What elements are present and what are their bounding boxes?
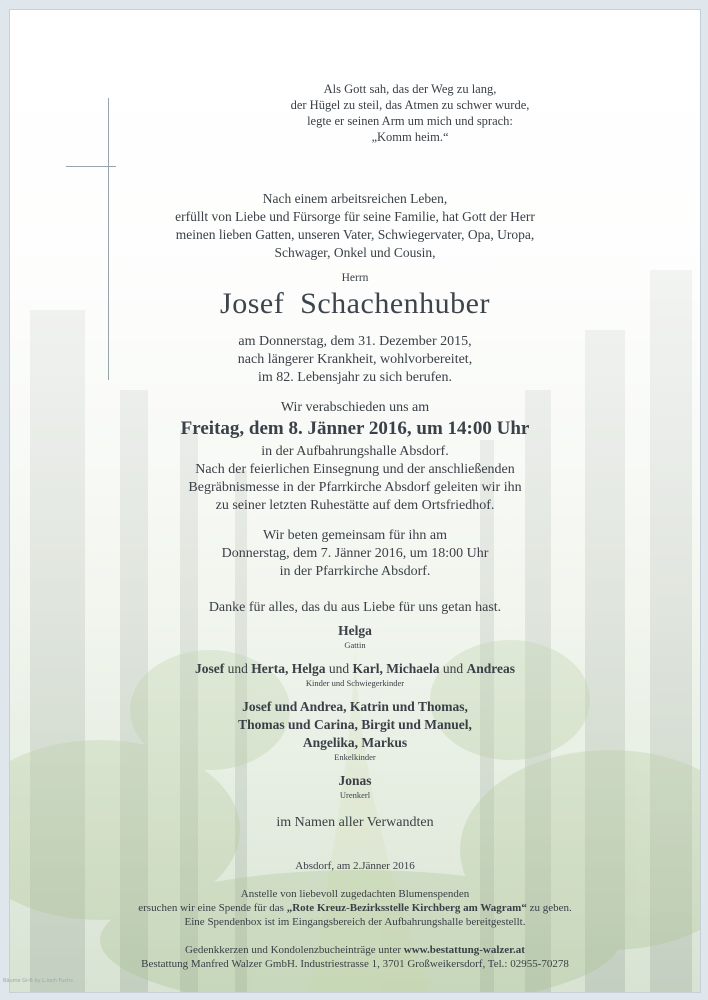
obituary-card	[9, 9, 701, 993]
deceased-name: Josef Schachenhuber	[220, 287, 490, 320]
intro-line: Nach einem arbeitsreichen Leben,	[262, 191, 448, 206]
farewell-intro: Wir verabschieden uns am	[280, 400, 430, 415]
thanks-line: Danke für alles, das du aus Liebe für uns getan hast.	[208, 600, 502, 615]
undertaker-line: Bestattung Manfred Walzer GmbH. Industriestrasse 1, 3701 Großweikersdorf, Tel.: 02955-70278	[141, 958, 569, 970]
children-role: Kinder und Schwiegerkinder	[305, 678, 405, 688]
condolence-url[interactable]: www.bestattung-walzer.at	[403, 944, 525, 956]
poem-line: legte er seinen Arm um mich und sprach:	[307, 114, 513, 128]
prayer-line: Donnerstag, dem 7. Jänner 2016, um 18:00 Uhr	[221, 546, 489, 561]
donation-recipient: „Rote Kreuz-Bezirksstelle Kirchberg am Wagram“	[286, 902, 527, 914]
prayer-line: in der Pfarrkirche Absdorf.	[279, 564, 431, 579]
poem	[260, 81, 560, 145]
donation-text: zu geben.	[526, 902, 572, 914]
intro-line: erfüllt von Liebe und Fürsorge für seine Familie, hat Gott der Herr	[175, 209, 535, 224]
conjunction: und	[224, 661, 252, 676]
wife-name: Helga	[338, 623, 372, 638]
farewell-detail: zu seiner letzten Ruhestätte auf dem Ortsfriedhof.	[215, 498, 495, 513]
greatgrandchild-name: Jonas	[338, 773, 372, 788]
donation-line	[10, 901, 700, 915]
child-name: Karl, Michaela	[352, 661, 440, 676]
poem-line: Als Gott sah, das der Weg zu lang,	[323, 82, 497, 96]
place-date: Absdorf, am 2.Jänner 2016	[295, 860, 415, 872]
child-name: Josef	[195, 661, 225, 676]
greatgrandchild-role: Urenkerl	[339, 790, 371, 800]
children-names	[10, 660, 700, 678]
grandchildren-line: Thomas und Carina, Birgit und Manuel,	[238, 717, 472, 732]
prayer-line: Wir beten gemeinsam für ihn am	[262, 528, 448, 543]
donation-text: ersuchen wir eine Spende für das	[138, 902, 287, 914]
grandchildren-line: Josef und Andrea, Katrin und Thomas,	[242, 699, 468, 714]
poem-line: der Hügel zu steil, das Atmen zu schwer wurde,	[290, 98, 530, 112]
death-line: im 82. Lebensjahr zu sich berufen.	[258, 370, 452, 385]
poem-line: „Komm heim.“	[371, 130, 449, 144]
conjunction: und	[325, 661, 353, 676]
condolence-line	[10, 943, 700, 957]
donation-line: Anstelle von liebevoll zugedachten Blumenspenden	[240, 888, 470, 900]
wife-role: Gattin	[344, 640, 366, 650]
grandchildren-role: Enkelkinder	[334, 752, 376, 762]
grandchildren-line: Angelika, Markus	[302, 735, 408, 750]
image-credit: Bäume Gr-B by L.loch Fuchs	[3, 978, 73, 984]
child-name: Andreas	[466, 661, 515, 676]
death-line: am Donnerstag, dem 31. Dezember 2015,	[238, 334, 472, 349]
donation-line: Eine Spendenbox ist im Eingangsbereich der Aufbahrungshalle bereitgestellt.	[184, 916, 526, 928]
relatives-line: im Namen aller Verwandten	[276, 815, 434, 830]
intro-line: meinen lieben Gatten, unseren Vater, Schwiegervater, Opa, Uropa,	[175, 227, 535, 242]
child-name: Herta, Helga	[251, 661, 326, 676]
conjunction: und	[439, 661, 467, 676]
farewell-detail: Begräbnismesse in der Pfarrkirche Absdorf geleiten wir ihn	[188, 480, 522, 495]
salutation: Herrn	[341, 272, 369, 284]
cross-horizontal-bar	[66, 166, 116, 167]
farewell-date: Freitag, dem 8. Jänner 2016, um 14:00 Uhr	[180, 418, 530, 439]
death-line: nach längerer Krankheit, wohlvorbereitet,	[237, 352, 473, 367]
condolence-text: Gedenkkerzen und Kondolenzbucheinträge unter	[185, 944, 404, 956]
farewell-detail: in der Aufbahrungshalle Absdorf.	[261, 444, 449, 459]
farewell-detail: Nach der feierlichen Einsegnung und der anschließenden	[195, 462, 515, 477]
intro-line: Schwager, Onkel und Cousin,	[274, 245, 436, 260]
